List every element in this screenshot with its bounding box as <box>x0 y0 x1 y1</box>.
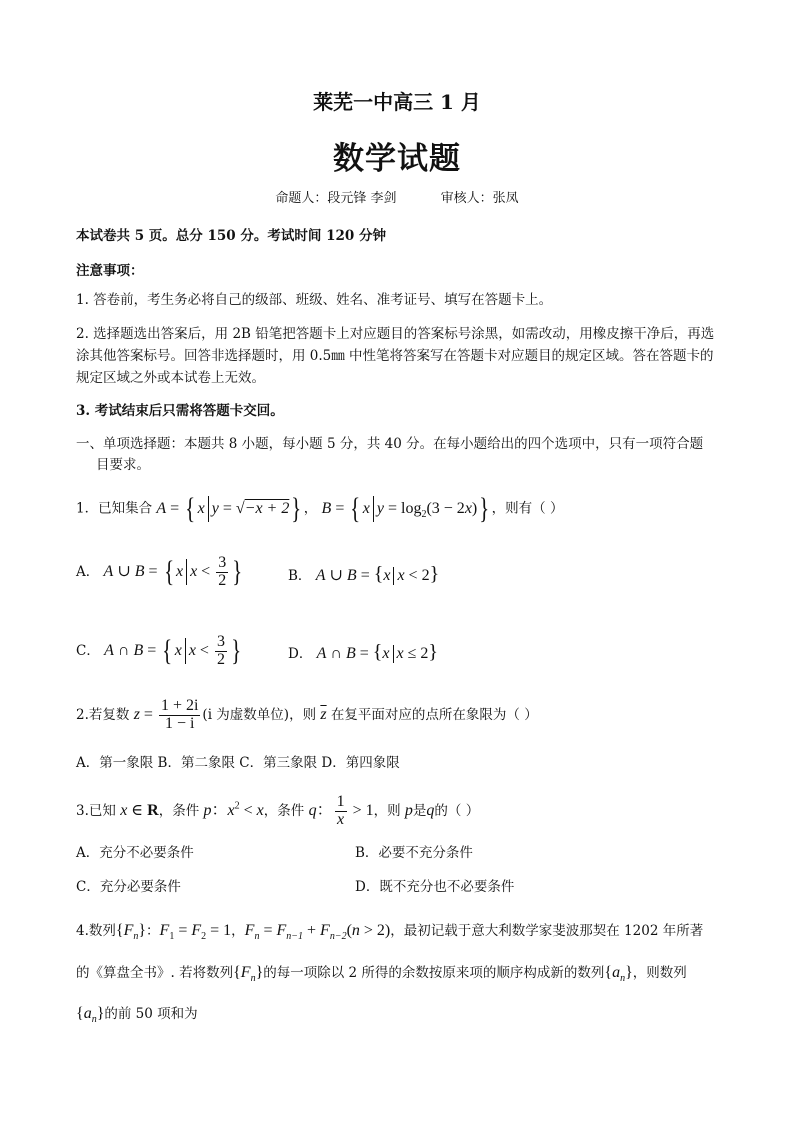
q3-lead: 3.已知 <box>76 802 116 819</box>
question-2: 2.若复数 z = $\frac{1 + 2i}{1 - i}$ (i 为虚数单位)，则 $\overline{z}$ 在复平面对应的点所在象限为（ ） <box>76 697 538 732</box>
note-1: 1. 答卷前，考生务必将自己的级部、班级、姓名、准考证号、填写在答题卡上。 <box>76 292 553 308</box>
q3-option-b: B．必要不充分条件 <box>355 845 473 861</box>
q4-lead: 4.数列 <box>76 923 116 939</box>
q3-tail: ，则 <box>373 802 401 819</box>
authors-line <box>0 187 794 206</box>
note-3: 3. 考试结束后只需将答题卡交回。 <box>76 403 284 419</box>
q4-line2a: 的《算盘全书》. 若将数列 <box>76 965 234 981</box>
q4-sep: ， <box>231 923 245 939</box>
q4-line2c: ，则数列 <box>632 965 687 981</box>
q1-lead: 1．已知集合 <box>76 500 153 517</box>
question-1 <box>76 492 564 526</box>
q1-set-b: B = { x $y = \log_2(3 - 2x)$} <box>321 492 490 525</box>
note-2: 2. 选择题选出答案后，用 2B 铅笔把答题卡上对应题目的答案标号涂黑，如需改动，用橡皮擦干净后，再选涂其他答案标号。回答非选择题时，用 0.5㎜ 中性笔将答案写在答题卡对应题目的规定区域。答在答题卡的规定区域之外或本试卷上无效。 <box>76 326 715 386</box>
q2-mid: (i 为虚数单位)，则 <box>202 706 317 723</box>
question-3: 3.已知 x ∈ R，条件 p：$x^2 < x$，条件 q： $\frac{1}{x}$ > 1，则 p是q的（ ） <box>76 793 480 828</box>
q4-line-2: 的《算盘全书》. 若将数列$\{F_n\}$的每一项除以 2 所得的余数按原来项的顺序构成新的数列$\{a_n\}$，则数列 <box>76 964 687 985</box>
q3-p-label: ，条件 <box>158 802 200 819</box>
q2-conjugate: $\overline{z}$ <box>320 705 327 723</box>
q4-colon: ： <box>146 923 160 939</box>
q1-tail: ，则有（ ） <box>491 500 564 517</box>
reviewer: 审核人：张凤 <box>440 191 519 206</box>
exam-info: 本试卷共 5 页。总分 150 分。考试时间 120 分钟 <box>76 228 386 244</box>
section-heading-2: 目要求。 <box>96 457 150 473</box>
q3-tail3: 的（ ） <box>434 802 480 819</box>
q3-option-d: D．既不充分也不必要条件 <box>355 879 515 895</box>
proposers: 命题人：段元锋 李剑 <box>275 191 397 206</box>
q1-option-d-label: D． <box>288 646 313 662</box>
q1-option-a-label: A． <box>76 563 100 580</box>
q1-set-a: A = { x y = √−x + 2} <box>156 492 302 525</box>
school-title: 莱芜一中高三 1 月 <box>313 90 481 114</box>
q4-mid: ，最初记载于意大利数学家斐波那契在 1202 年所著 <box>390 923 704 939</box>
q3-option-c: C．充分必要条件 <box>76 879 181 895</box>
notes-heading: 注意事项： <box>76 263 144 279</box>
q1-option-c: C． A ∩ B = { x x < $\frac{3}{2}$ } <box>76 633 242 668</box>
q3-option-a: A．充分不必要条件 <box>76 845 194 861</box>
q2-options: A．第一象限 B．第二象限 C．第三象限 D．第四象限 <box>76 755 400 771</box>
q1-option-b-label: B． <box>288 568 312 584</box>
q4-line2b: 的每一项除以 2 所得的余数按原来项的顺序构成新的数列 <box>263 965 605 981</box>
q4-line-3: $\{a_n\}$的前 50 项和为 <box>76 1005 198 1026</box>
q1-option-b: B． A ∪ B = {x x < 2} <box>288 563 440 585</box>
exam-title: 数学试题 <box>333 141 461 177</box>
q2-lead: 2.若复数 <box>76 706 130 723</box>
q3-q-label: ，条件 <box>263 802 305 819</box>
q2-tail: 在复平面对应的点所在象限为（ ） <box>330 706 538 723</box>
q1-option-d: D． A ∩ B = {x x ≤ 2} <box>288 641 438 663</box>
q3-tail2: 是 <box>412 802 427 819</box>
q1-option-a: A． A ∪ B = { x x < $\frac{3}{2}$ } <box>76 554 243 589</box>
q1-sep: ， <box>303 500 318 517</box>
q1-option-c-label: C． <box>76 642 100 659</box>
q4-line3: 的前 50 项和为 <box>104 1006 198 1022</box>
section-heading-1: 一、单项选择题：本题共 8 小题，每小题 5 分，共 40 分。在每小题给出的四个选项中，只有一项符合题 <box>76 436 704 452</box>
question-4: 4.数列$\{F_n\}$：$F_1 = F_2 = 1$，$F_n = F_{n-1} + F_{n-2}(n > 2)$，最初记载于意大利数学家斐波那契在 1202 年所著 <box>76 922 704 943</box>
